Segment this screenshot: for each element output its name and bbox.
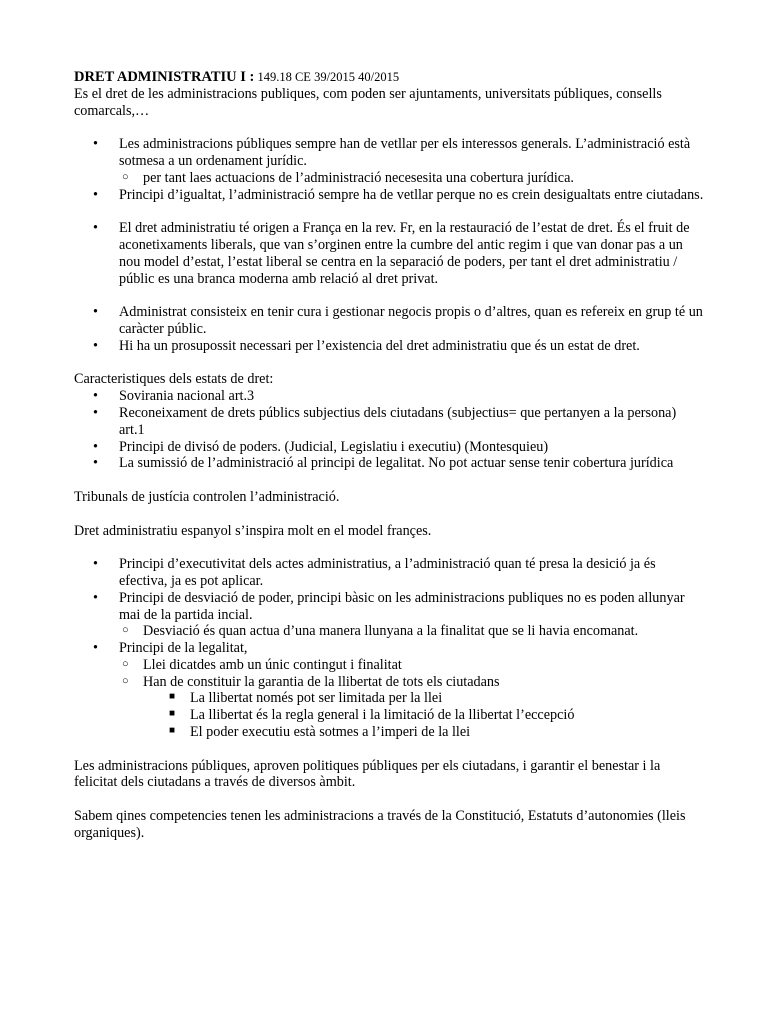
bullet-list-administracions: [74, 136, 704, 203]
principles-list: [74, 556, 704, 741]
list-item: • Principi de divisó de poders. (Judicial, Legislatiu i executiu) (Montesquieu): [74, 439, 704, 456]
intro-paragraph: Es el dret de les administracions publiques, com poden ser ajuntaments, universitats públiques, consells comarcals,…: [74, 85, 662, 119]
sub-list: [119, 657, 704, 741]
legal-references: 149.18 CE 39/2015 40/2015: [254, 70, 400, 84]
bullet-list-administrat: [74, 304, 704, 354]
sub-list-item: ○ Desviació és quan actua d’una manera llunyana a la finalitat que se li havia encomanat.: [119, 623, 704, 640]
list-item: • Sovirania nacional art.3: [74, 388, 704, 405]
paragraph-competencies: Sabem qines competencies tenen les administracions a través de la Constitució, Estatuts d’autonomies (lleis organiques).: [74, 808, 686, 841]
sub-list-item: ○ Han de constituir la garantia de la llibertat de tots els ciutadans ■ La llibertat només pot ser limitada per la llei ■ La llibertat és la regla general i la limitació de la llibertat l’eccepció ■ El poder executiu està sotmes a l’imperi de la llei: [119, 674, 704, 741]
sub-list: [119, 170, 704, 187]
title-line: [74, 69, 704, 86]
sub-sub-list-item: ■ La llibertat només pot ser limitada per la llei: [143, 690, 704, 707]
list-item: • Principi de la legalitat, ○ Llei dicatdes amb un únic contingut i finalitat ○ Han de constituir la garantia de la llibertat de tots els ciutadans ■ La llibertat només pot ser limitada per la llei ■ La llibertat és la regla general i la limitació de la llibertat l’eccepció ■ El poder executiu està sotmes a l’imperi de la llei: [74, 640, 704, 741]
list-item: • Principi de desviació de poder, principi bàsic on les administracions publiques no es poden allunyar mai de la partida incial. ○ Desviació és quan actua d’una manera llunyana a la finalitat que se li havia encomanat.: [74, 590, 704, 640]
characteristics-heading: Caracteristiques dels estats de dret:: [74, 371, 274, 388]
list-item: • Principi d’igualtat, l’administració sempre ha de vetllar perque no es crein desigualtats entre ciutadans.: [74, 187, 704, 204]
sub-list: [119, 623, 704, 640]
characteristics-list: [74, 388, 704, 472]
list-item: • Les administracions públiques sempre han de vetllar per els interessos generals. L’administració està sotmesa a un ordenament jurídic. ○ per tant laes actuacions de l’administració necesesita una cobertura jurídica.: [74, 136, 704, 186]
sub-sub-list: [143, 690, 704, 740]
paragraph-politiques: Les administracions públiques, aproven politiques públiques per els ciutadans, i garantir el benestar i la felicitat dels ciutadans a través de diversos àmbit.: [74, 757, 661, 791]
sub-list-item: ○ Llei dicatdes amb un únic contingut i finalitat: [119, 657, 704, 674]
list-item: • Principi d’executivitat dels actes administratius, a l’administració quan té presa la desició ja és efectiva, ja es pot aplicar.: [74, 556, 704, 590]
list-item: • Reconeixament de drets públics subjectius dels ciutadans (subjectius= que pertanyen a la persona) art.1: [74, 405, 704, 439]
list-item: • El dret administratiu té origen a França en la rev. Fr, en la restauració de l’estat de dret. És el fruit de aconetixaments liberals, que van s’orginen entre la cumbre del antic regim i que van donar pas a un nou model d’estat, l’estat liberal se centra en la separació de poders, per tant el dret administratiu / públic es una branca moderna amb relació al dret privat.: [74, 220, 704, 287]
document-body: [74, 69, 704, 842]
sub-sub-list-item: ■ La llibertat és la regla general i la limitació de la llibertat l’eccepció: [143, 707, 704, 724]
sub-sub-list-item: ■ El poder executiu està sotmes a l’imperi de la llei: [143, 724, 704, 741]
bullet-list-origen: [74, 220, 704, 287]
list-item: • Administrat consisteix en tenir cura i gestionar negocis propis o d’altres, quan es refereix en grup té un caràcter públic.: [74, 304, 704, 338]
paragraph-tribunals: Tribunals de justícia controlen l’administració.: [74, 488, 340, 505]
sub-list-item: ○ per tant laes actuacions de l’administració necesesita una cobertura jurídica.: [119, 170, 704, 187]
list-item: • Hi ha un prosupossit necessari per l’existencia del dret administratiu que és un estat de dret.: [74, 338, 704, 355]
paragraph-model-frances: Dret administratiu espanyol s’inspira molt en el model françes.: [74, 522, 432, 539]
document-title: DRET ADMINISTRATIU I :: [74, 69, 255, 85]
list-item: • La sumissió de l’administració al principi de legalitat. No pot actuar sense tenir cobertura jurídica: [74, 455, 704, 472]
